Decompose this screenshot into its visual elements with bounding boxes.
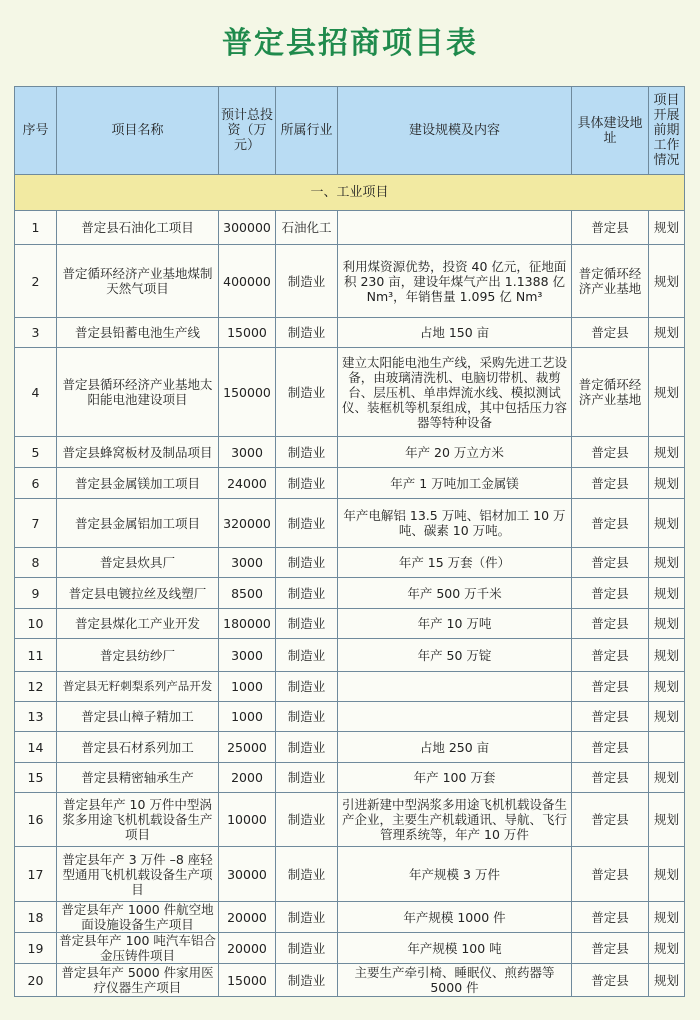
row-scale: 占地 250 亩 [338,732,572,763]
row-industry: 制造业 [276,702,338,732]
row-invest: 15000 [219,964,276,997]
row-name: 普定县金属铝加工项目 [57,499,219,548]
row-location: 普定县 [572,548,649,578]
row-scale: 年产电解铝 13.5 万吨、铝材加工 10 万吨、碳素 10 万吨。 [338,499,572,548]
row-no: 20 [15,964,57,997]
row-location: 普定循环经济产业基地 [572,245,649,318]
row-invest: 3000 [219,639,276,672]
row-status: 规划 [649,211,685,245]
row-location: 普定县 [572,639,649,672]
row-invest: 320000 [219,499,276,548]
row-no: 12 [15,672,57,702]
row-invest: 30000 [219,847,276,902]
row-scale [338,672,572,702]
section-title: 一、工业项目 [15,175,685,211]
row-invest: 10000 [219,793,276,847]
row-no: 9 [15,578,57,609]
row-location: 普定县 [572,437,649,468]
row-name: 普定循环经济产业基地煤制天然气项目 [57,245,219,318]
row-name: 普定县电镀拉丝及线塑厂 [57,578,219,609]
row-status: 规划 [649,964,685,997]
row-name: 普定县年产 1000 件航空地面设施设备生产项目 [57,902,219,933]
table-row [15,763,685,793]
row-no: 4 [15,348,57,437]
row-no: 14 [15,732,57,763]
row-scale: 引进新建中型涡浆多用途飞机机载设备生产企业，主要生产机载通讯、导航、飞行管理系统等，年产 10 万件 [338,793,572,847]
row-industry: 制造业 [276,672,338,702]
header-row [15,87,685,175]
table-row [15,468,685,499]
row-status: 规划 [649,348,685,437]
row-no: 19 [15,933,57,964]
row-name: 普定县循环经济产业基地太阳能电池建设项目 [57,348,219,437]
row-industry: 制造业 [276,763,338,793]
row-name: 普定县石油化工项目 [57,211,219,245]
row-invest: 8500 [219,578,276,609]
row-no: 1 [15,211,57,245]
row-name: 普定县无籽刺梨系列产品开发 [57,672,219,702]
row-industry: 制造业 [276,639,338,672]
row-industry: 制造业 [276,348,338,437]
table-row [15,348,685,437]
row-scale [338,211,572,245]
row-scale: 年产 15 万套（件） [338,548,572,578]
row-no: 5 [15,437,57,468]
row-invest: 24000 [219,468,276,499]
page-title: 普定县招商项目表 [222,26,478,61]
row-invest: 1000 [219,672,276,702]
table-row [15,578,685,609]
table-row [15,702,685,732]
row-location: 普定县 [572,847,649,902]
row-name: 普定县山樟子精加工 [57,702,219,732]
row-industry: 制造业 [276,847,338,902]
row-status: 规划 [649,672,685,702]
row-industry: 制造业 [276,318,338,348]
table-row [15,902,685,933]
row-status: 规划 [649,499,685,548]
row-no: 13 [15,702,57,732]
row-no: 18 [15,902,57,933]
table-row [15,211,685,245]
row-industry: 石油化工 [276,211,338,245]
row-invest: 20000 [219,933,276,964]
table-row [15,793,685,847]
table-row [15,318,685,348]
table-row [15,499,685,548]
row-name: 普定县年产 3 万件 –8 座轻型通用飞机机载设备生产项目 [57,847,219,902]
row-location: 普定县 [572,763,649,793]
row-industry: 制造业 [276,499,338,548]
row-name: 普定县铅蓄电池生产线 [57,318,219,348]
row-scale: 年产 1 万吨加工金属镁 [338,468,572,499]
table-row [15,672,685,702]
row-status: 规划 [649,578,685,609]
row-no: 8 [15,548,57,578]
row-industry: 制造业 [276,732,338,763]
table-row [15,933,685,964]
row-industry: 制造业 [276,437,338,468]
row-status: 规划 [649,609,685,639]
row-name: 普定县金属镁加工项目 [57,468,219,499]
row-location: 普定县 [572,702,649,732]
row-location: 普定县 [572,499,649,548]
row-status: 规划 [649,639,685,672]
row-invest: 20000 [219,902,276,933]
row-status: 规划 [649,847,685,902]
table-row [15,245,685,318]
row-scale: 年产 100 万套 [338,763,572,793]
row-no: 17 [15,847,57,902]
row-scale: 主要生产牵引椅、睡眠仪、煎药器等 5000 件 [338,964,572,997]
row-location: 普定县 [572,793,649,847]
row-no: 3 [15,318,57,348]
row-location: 普定县 [572,578,649,609]
row-invest: 3000 [219,548,276,578]
row-location: 普定县 [572,609,649,639]
row-status: 规划 [649,902,685,933]
row-status [649,732,685,763]
header-no: 序号 [15,87,57,175]
row-no: 11 [15,639,57,672]
row-location: 普定县 [572,933,649,964]
header-status: 项目开展前期工作情况 [649,87,685,175]
table-row [15,964,685,997]
row-industry: 制造业 [276,578,338,609]
row-industry: 制造业 [276,793,338,847]
row-invest: 180000 [219,609,276,639]
row-scale: 年产 10 万吨 [338,609,572,639]
row-invest: 15000 [219,318,276,348]
row-status: 规划 [649,468,685,499]
row-status: 规划 [649,933,685,964]
table-row [15,847,685,902]
row-scale: 利用煤资源优势，投资 40 亿元，征地面积 230 亩，建设年煤气产出 1.1388 亿 Nm³，年销售量 1.095 亿 Nm³ [338,245,572,318]
row-name: 普定县煤化工产业开发 [57,609,219,639]
row-invest: 1000 [219,702,276,732]
row-location: 普定县 [572,902,649,933]
row-status: 规划 [649,702,685,732]
table-row [15,639,685,672]
table-row [15,437,685,468]
table-row [15,548,685,578]
row-status: 规划 [649,245,685,318]
row-location: 普定循环经济产业基地 [572,348,649,437]
section-row [15,175,685,211]
row-industry: 制造业 [276,468,338,499]
row-location: 普定县 [572,672,649,702]
row-name: 普定县纺纱厂 [57,639,219,672]
row-name: 普定县年产 5000 件家用医疗仪器生产项目 [57,964,219,997]
row-invest: 150000 [219,348,276,437]
row-location: 普定县 [572,318,649,348]
row-scale: 年产规模 100 吨 [338,933,572,964]
table-row [15,609,685,639]
row-location: 普定县 [572,964,649,997]
row-invest: 2000 [219,763,276,793]
row-scale: 占地 150 亩 [338,318,572,348]
row-location: 普定县 [572,468,649,499]
row-industry: 制造业 [276,902,338,933]
row-scale [338,702,572,732]
row-no: 6 [15,468,57,499]
header-name: 项目名称 [57,87,219,175]
row-scale: 年产规模 1000 件 [338,902,572,933]
row-invest: 400000 [219,245,276,318]
row-scale: 年产规模 3 万件 [338,847,572,902]
row-invest: 3000 [219,437,276,468]
row-invest: 25000 [219,732,276,763]
row-scale: 年产 500 万千米 [338,578,572,609]
header-location: 具体建设地址 [572,87,649,175]
row-location: 普定县 [572,732,649,763]
row-status: 规划 [649,763,685,793]
row-scale: 年产 20 万立方米 [338,437,572,468]
row-scale: 年产 50 万锭 [338,639,572,672]
row-name: 普定县年产 100 吨汽车铝合金压铸件项目 [57,933,219,964]
row-status: 规划 [649,793,685,847]
row-status: 规划 [649,548,685,578]
row-status: 规划 [649,318,685,348]
row-name: 普定县蜂窝板材及制品项目 [57,437,219,468]
header-industry: 所属行业 [276,87,338,175]
row-name: 普定县年产 10 万件中型涡浆多用途飞机机载设备生产项目 [57,793,219,847]
row-industry: 制造业 [276,245,338,318]
row-no: 7 [15,499,57,548]
row-industry: 制造业 [276,609,338,639]
row-status: 规划 [649,437,685,468]
row-no: 16 [15,793,57,847]
row-scale: 建立太阳能电池生产线，采购先进工艺设备，由玻璃清洗机、电脑切带机、裁剪台、层压机、单串焊流水线、模拟测试仪、装框机等机泵组成，其中包括压力容器等特种设备 [338,348,572,437]
row-industry: 制造业 [276,964,338,997]
row-location: 普定县 [572,211,649,245]
row-name: 普定县炊具厂 [57,548,219,578]
row-industry: 制造业 [276,933,338,964]
row-name: 普定县精密轴承生产 [57,763,219,793]
row-industry: 制造业 [276,548,338,578]
row-no: 10 [15,609,57,639]
row-no: 15 [15,763,57,793]
table-row [15,732,685,763]
project-table [14,86,685,997]
row-no: 2 [15,245,57,318]
header-invest: 预计总投资（万元） [219,87,276,175]
row-invest: 300000 [219,211,276,245]
header-scale: 建设规模及内容 [338,87,572,175]
row-name: 普定县石材系列加工 [57,732,219,763]
